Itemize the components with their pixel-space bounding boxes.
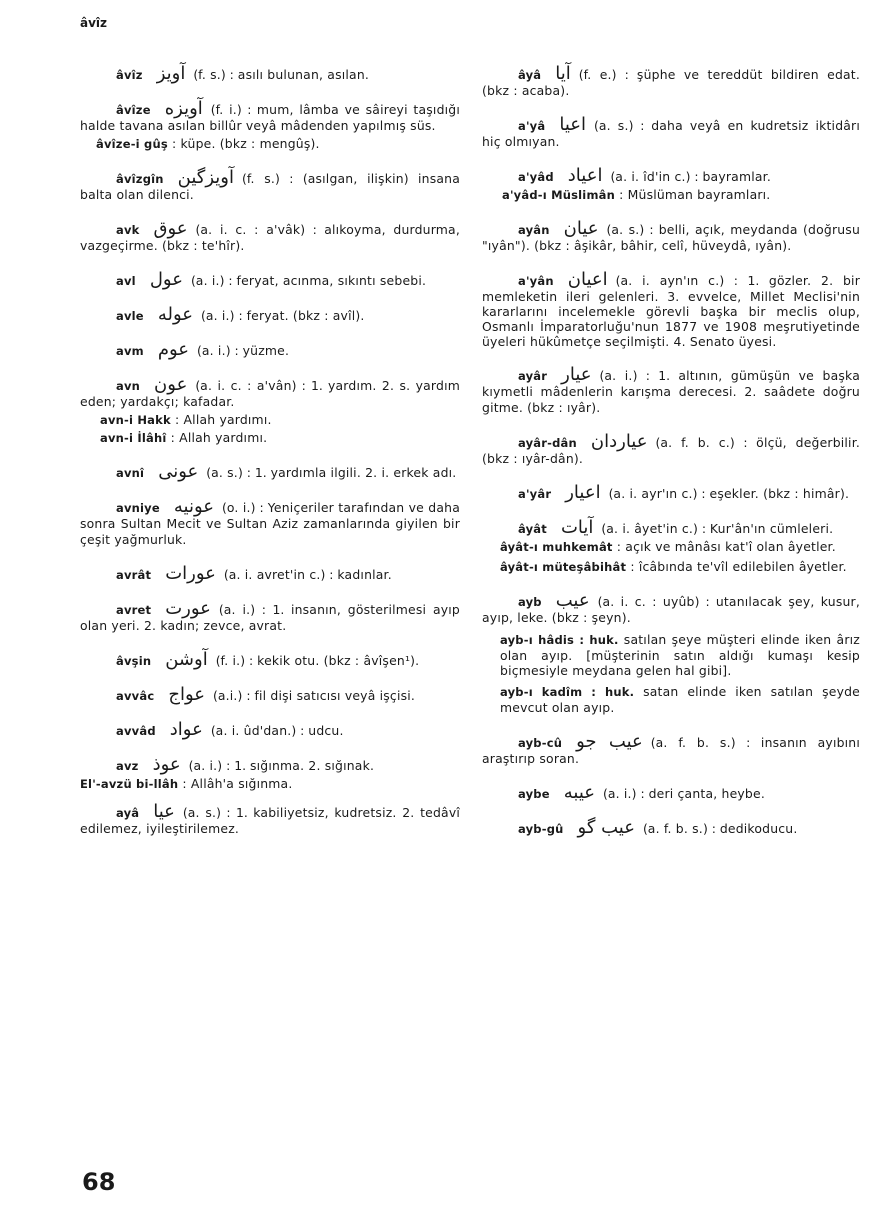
definition: (a. i. ayn'ın c.) : 1. gözler. 2. bir memleketin ileri gelenleri. 3. evvelce, Millet Meclisi'nin kararlarını incelemekle görevli başka bir meclis olup, Osmanlı İmparatorluğu'nun 1877 ve 1908 meşrutiyetinde üyeleri hükûmetçe seçilmişti. 4. Senato üyesi.	[482, 273, 860, 349]
arabic-script: آویزه	[164, 98, 203, 119]
headword: avvâc	[116, 689, 155, 703]
definition: (a. i. avret'in c.) : kadınlar.	[223, 567, 392, 582]
arabic-script: آیا	[555, 63, 571, 84]
definition: (a. i.) : 1. altının, gümüşün ve başka kıymetli mâdenlerin karışma derecesi. 2. saâdete doğru gitme. (bkz : ıyâr).	[482, 368, 860, 415]
definition: : Allâh'a sığınma.	[182, 776, 293, 791]
definition: : Allah yardımı.	[170, 430, 268, 445]
definition: (a. i.) : feryat. (bkz : avîl).	[201, 308, 365, 323]
arabic-script: عیا	[153, 801, 175, 822]
headword: âvîz	[116, 68, 143, 82]
headword: avle	[116, 309, 144, 323]
definition: (a. i.) : 1. insanın, gösterilmesi ayıp olan yeri. 2. kadın; zevce, avrat.	[80, 602, 460, 633]
definition: (a. s.) : daha veyâ en kudretsiz iktidârı hiç olmıyan.	[482, 118, 860, 149]
arabic-script: عورات	[165, 563, 216, 584]
dictionary-entry	[80, 63, 460, 84]
dictionary-subentry	[100, 412, 460, 428]
dictionary-subentry	[80, 776, 460, 792]
arabic-script: عیب جو	[576, 731, 643, 752]
arabic-script: عون	[154, 374, 188, 395]
headword: avrât	[116, 568, 152, 582]
dictionary-entry	[482, 364, 860, 416]
definition: (a. s.) : 1. kabiliyetsiz, kudretsiz. 2. tedâvî edilemez, iyileştirilemez.	[80, 805, 460, 836]
page-number: 68	[82, 1168, 116, 1196]
headword: ayâ	[116, 806, 140, 820]
arabic-script: آویز	[156, 63, 186, 84]
dictionary-subentry	[500, 539, 860, 555]
headword: avn-i Hakk	[100, 413, 171, 427]
headword: âvîze-i gûş	[96, 137, 168, 151]
arabic-script: عیب گو	[577, 817, 635, 838]
headword: âvîzgîn	[116, 172, 164, 186]
definition: (f. e.) : şüphe ve tereddüt bildiren edat. (bkz : acaba).	[482, 67, 860, 98]
dictionary-subentry	[500, 559, 860, 575]
dictionary-entry	[80, 304, 460, 325]
arabic-script: اعیان	[567, 269, 608, 290]
arabic-script: عوذ	[152, 754, 181, 775]
definition: (f. s.) : (asılgan, ilişkin) insana balta olan dilenci.	[80, 171, 460, 202]
arabic-script: اعیاد	[567, 165, 603, 186]
headword: âyâ	[518, 68, 542, 82]
definition: satan elinde iken satılan şeyde mevcut olan ayıp.	[500, 684, 861, 715]
headword: a'yân	[518, 274, 554, 288]
headword: a'yâd-ı Müslimân	[502, 188, 615, 202]
definition: (a. i.) : deri çanta, heybe.	[603, 786, 765, 801]
headword: âvşin	[116, 654, 152, 668]
definition: (a. s.) : belli, açık, meydanda (doğrusu "ıyân"). (bkz : âşikâr, bâhir, celî, hüveydâ, ıyân).	[482, 222, 860, 253]
dictionary-subentry	[96, 136, 460, 152]
definition: (a.i.) : fil dişi satıcısı veyâ işçisi.	[213, 688, 416, 703]
headword: a'yâr	[518, 487, 552, 501]
definition: (f. s.) : asılı bulunan, asılan.	[193, 67, 370, 82]
arabic-script: عوق	[153, 218, 188, 239]
definition: (f. i.) : mum, lâmba ve sâireyi taşıdığı halde tavana asılan billûr veyâ mâdenden yapılmış süs.	[80, 102, 460, 133]
arabic-script: عوم	[157, 339, 190, 360]
dictionary-entry	[482, 517, 860, 538]
dictionary-entry	[80, 218, 460, 254]
dictionary-entry	[482, 269, 860, 349]
definition: (a. i.) : yüzme.	[197, 343, 290, 358]
headword: avn-i İlâhî	[100, 431, 167, 445]
definition: (a. f. b. c.) : ölçü, değerbilir. (bkz : ıyâr-dân).	[482, 435, 860, 466]
headword: avk	[116, 223, 140, 237]
dictionary-entry	[80, 339, 460, 360]
headword: avret	[116, 603, 152, 617]
headword: âvîze	[116, 103, 151, 117]
arabic-script: عواج	[168, 684, 206, 705]
headword: âyât	[518, 522, 547, 536]
headword: avz	[116, 759, 139, 773]
dictionary-entry	[482, 482, 860, 503]
headword: avn	[116, 379, 141, 393]
dictionary-entry	[80, 269, 460, 290]
arabic-script: عیار	[561, 364, 592, 385]
dictionary-entry	[482, 218, 860, 254]
dictionary-entry	[80, 563, 460, 584]
arabic-script: آیات	[560, 517, 594, 538]
arabic-script: عورت	[165, 598, 211, 619]
headword: ayb-ı kadîm : huk.	[500, 685, 635, 699]
arabic-script: آویزگین	[177, 167, 234, 188]
headword: ayâr-dân	[518, 436, 577, 450]
arabic-script: عونی	[158, 461, 199, 482]
arabic-script: عیب	[555, 590, 590, 611]
dictionary-entry	[80, 598, 460, 634]
headword: ayân	[518, 223, 550, 237]
definition: : Allah yardımı.	[174, 412, 272, 427]
arabic-script: عوله	[157, 304, 193, 325]
dictionary-subentry	[500, 684, 860, 716]
headword: ayb-cû	[518, 736, 563, 750]
dictionary-subentry	[100, 430, 460, 446]
headword: avnî	[116, 466, 145, 480]
dictionary-entry	[482, 114, 860, 150]
definition: (f. i.) : kekik otu. (bkz : âvîşen¹).	[215, 653, 420, 668]
definition: (a. i. ayr'ın c.) : eşekler. (bkz : himâr).	[608, 486, 850, 501]
dictionary-entry	[80, 801, 460, 837]
dictionary-entry	[80, 719, 460, 740]
dictionary-entry	[80, 374, 460, 410]
definition: (a. i. c. : a'vâk) : alıkoyma, durdurma, vazgeçirme. (bkz : te'hîr).	[80, 222, 460, 253]
headword: ayb-gû	[518, 822, 564, 836]
definition: : îcâbında te'vîl edilebilen âyetler.	[630, 559, 847, 574]
dictionary-entry	[482, 165, 860, 186]
dictionary-entry	[80, 684, 460, 705]
arabic-script: عیبه	[563, 782, 595, 803]
definition: : Müslüman bayramları.	[619, 187, 771, 202]
arabic-script: عول	[149, 269, 183, 290]
right-column	[482, 63, 861, 855]
dictionary-entry	[482, 817, 860, 838]
headword: avl	[116, 274, 136, 288]
definition: (a. f. b. s.) : insanın ayıbını araştırıp soran.	[482, 735, 860, 766]
dictionary-entry	[482, 63, 860, 99]
definition: (a. i.) : feryat, acınma, sıkıntı sebebi.	[190, 273, 427, 288]
headword: avniye	[116, 501, 160, 515]
arabic-script: عواد	[169, 719, 203, 740]
dictionary-entry	[482, 431, 860, 467]
dictionary-entry	[80, 754, 460, 775]
definition: (a. i. îd'in c.) : bayramlar.	[610, 169, 771, 184]
dictionary-entry	[482, 731, 860, 767]
definition: (a. s.) : 1. yardımla ilgili. 2. i. erkek adı.	[206, 465, 457, 480]
arabic-script: عیان	[563, 218, 599, 239]
definition: : açık ve mânâsı kat'î olan âyetler.	[616, 539, 836, 554]
dictionary-entry	[80, 98, 460, 134]
definition: (a. i. c. : a'vân) : 1. yardım. 2. s. yardım eden; yardakçı; kafadar.	[80, 378, 460, 409]
running-head: âvîz	[80, 16, 108, 30]
dictionary-entry	[80, 496, 460, 548]
definition: : küpe. (bkz : mengûş).	[172, 136, 320, 151]
definition: (a. f. b. s.) : dedikoducu.	[642, 821, 798, 836]
arabic-script: اعیا	[559, 114, 587, 135]
dictionary-entry	[80, 649, 460, 670]
headword: âyât-ı muhkemât	[500, 540, 613, 554]
definition: (a. i. c. : uyûb) : utanılacak şey, kusur, ayıp, leke. (bkz : şeyn).	[482, 594, 860, 625]
headword: ayb-ı hâdis : huk.	[500, 633, 619, 647]
dictionary-entry	[80, 461, 460, 482]
headword: a'yâ	[518, 119, 546, 133]
headword: aybe	[518, 787, 550, 801]
left-column	[80, 63, 460, 855]
arabic-script: عونیه	[173, 496, 215, 517]
definition: satılan şeye müşteri elinde iken ârız olan ayıp. [müşterinin satın aldığı kumaşı kesip biçmesiyle meydana gelen hal gibi].	[500, 632, 860, 678]
arabic-script: عیاردان	[590, 431, 648, 452]
arabic-script: آوشن	[165, 649, 208, 670]
definition: (a. i.) : 1. sığınma. 2. sığınak.	[188, 758, 375, 773]
definition: (a. i. âyet'in c.) : Kur'ân'ın cümleleri.	[601, 521, 834, 536]
headword: avm	[116, 344, 144, 358]
arabic-script: اعیار	[565, 482, 601, 503]
headword: avvâd	[116, 724, 156, 738]
dictionary-entry	[80, 167, 460, 203]
definition: (o. i.) : Yeniçeriler tarafından ve daha sonra Sultan Mecit ve Sultan Aziz zamanlarında giyilen bir çeşit yağmurluk.	[80, 500, 460, 547]
dictionary-entry	[482, 590, 860, 626]
dictionary-subentry	[500, 632, 860, 678]
headword: El'-avzü bi-llâh	[80, 777, 179, 791]
headword: âyât-ı müteşâbihât	[500, 560, 627, 574]
dictionary-entry	[482, 782, 860, 803]
headword: ayb	[518, 595, 542, 609]
definition: (a. i. ûd'dan.) : udcu.	[210, 723, 344, 738]
headword: ayâr	[518, 369, 548, 383]
headword: a'yâd	[518, 170, 554, 184]
dictionary-subentry	[502, 187, 860, 203]
